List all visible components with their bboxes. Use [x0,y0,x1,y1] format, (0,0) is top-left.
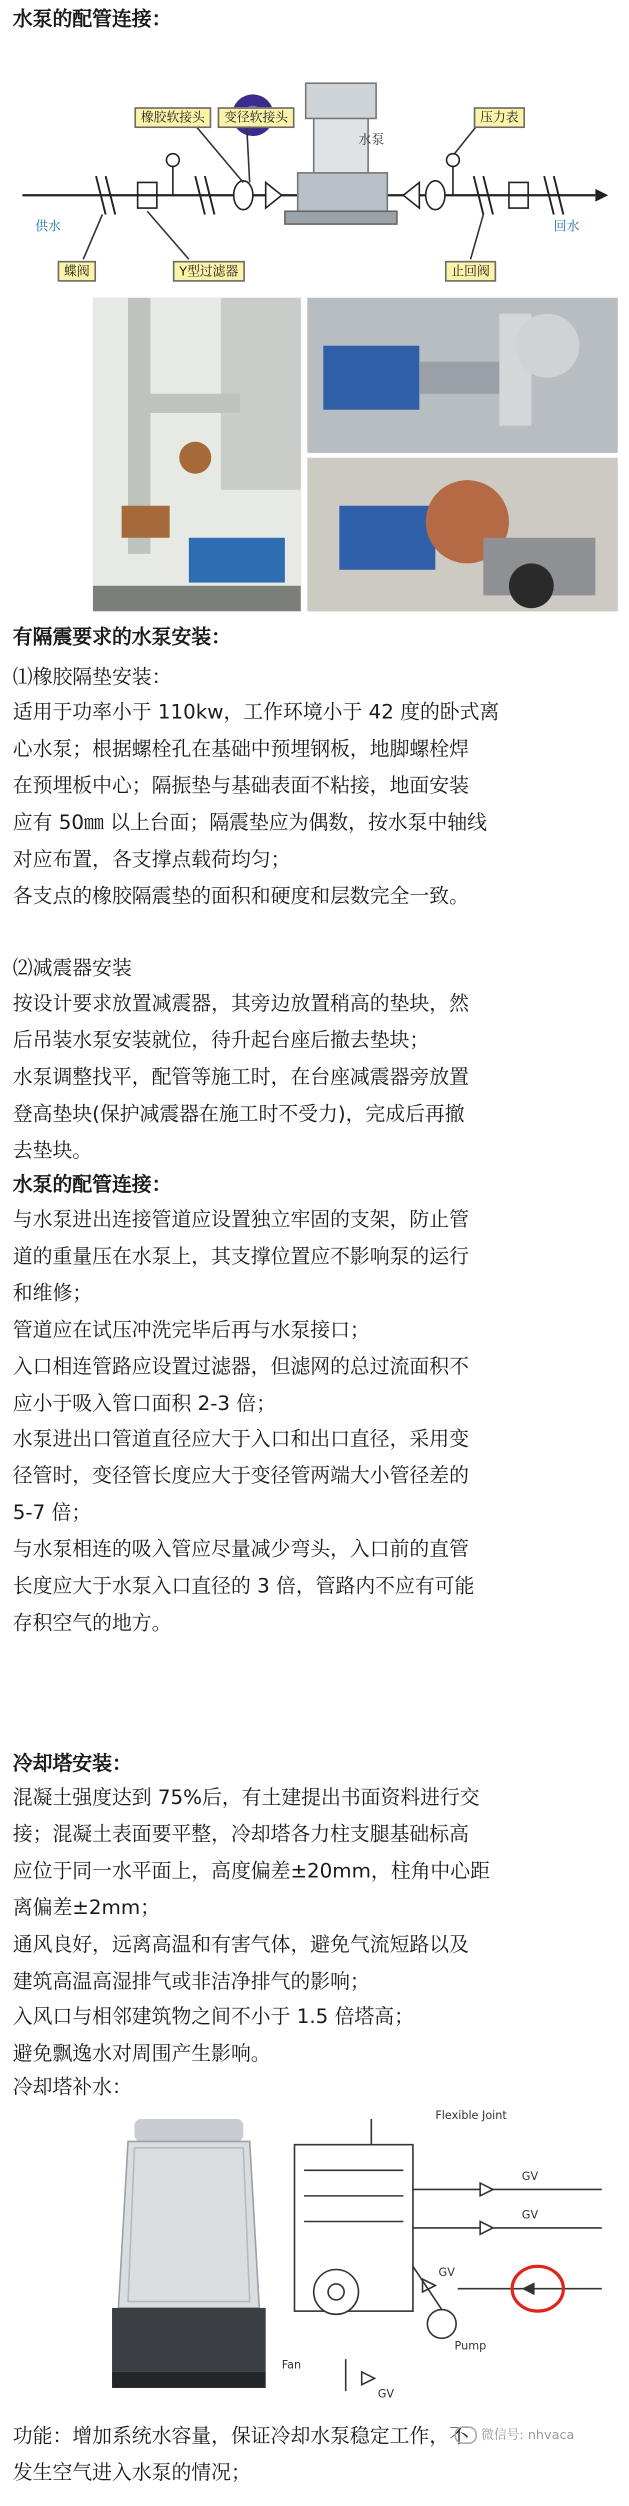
callout-check-valve: 止回阀 [445,261,496,282]
photo-pump-reducer [307,458,617,612]
wechat-icon [455,2426,477,2444]
callout-rubber-joint: 橡胶软接头 [134,107,211,128]
section-title-pump-connection: 水泵的配管连接： [12,1171,172,1196]
text-line: 避免飘逸水对周围产生影响。 [12,2041,271,2066]
item-rubber-pad: ⑴橡胶隔垫安装： [12,664,172,689]
text-line: 混凝土强度达到 75%后，有土建提出书面资料进行交 [12,1784,480,1809]
text-line: 后吊装水泵安装就位，待升起台座后撤去垫块； [12,1027,430,1052]
text-line: 5-7 倍； [12,1500,92,1525]
text-line: 径管时，变径管长度应大于变径管两端大小管径差的 [12,1463,469,1488]
text-line: 各支点的橡胶隔震垫的面积和硬度和层数完全一致。 [12,882,469,907]
text-line: 水泵调整找平，配管等施工时，在台座减震器旁放置 [12,1064,469,1089]
callout-y-filter: Y型过滤器 [173,261,245,282]
paragraph-pump-connection [13,1202,621,1642]
text-line: 应位于同一水平面上，高度偏差±20mm，柱角中心距 [12,1857,490,1882]
text-line: 应小于吸入管口面积 2-3 倍； [12,1390,276,1415]
photo-pump-flex-joint [307,298,617,453]
text-line: 管道应在试压冲洗完毕后再与水泵接口； [12,1316,370,1341]
text-line: 长度应大于水泵入口直径的 3 倍，管路内不应有可能 [12,1573,475,1598]
text-line: 离偏差±2mm； [12,1894,160,1919]
watermark-text: 微信号: nhvaca [481,2427,575,2443]
text-line: 和维修； [12,1280,93,1305]
photo-cooling-tower [99,2116,278,2410]
text-line: 应有 50㎜ 以上台面；隔震垫应为偶数，按水泵中轴线 [12,809,487,834]
text-line: 适用于功率小于 110kw，工作环境小于 42 度的卧式离 [12,699,500,724]
label-pump: Pump [454,2339,487,2353]
item-damper: ⑵减震器安装 [12,955,132,980]
return-label: 回水 [553,219,580,234]
paragraph-rubber-pad [13,695,621,915]
piping-schematic [0,35,629,291]
cooling-tower-schematic [282,2106,625,2410]
section-title-pump-piping: 水泵的配管连接： [12,6,172,31]
text-line: 去垫块。 [12,1137,93,1162]
text-line: 水泵进出口管道直径应大于入口和出口直径，采用变 [12,1426,469,1451]
wechat-watermark [455,2426,575,2444]
text-line: 与水泵进出连接管道应设置独立牢固的支架，防止管 [12,1206,469,1231]
photo-pump-piping-left [93,298,301,612]
text-line: 在预埋板中心；隔振垫与基础表面不粘接，地面安装 [12,772,469,797]
callout-reducer-joint: 变径软接头 [218,107,295,128]
text-line: 存积空气的地方。 [12,1610,172,1635]
text-line: 入口相连管路应设置过滤器，但滤网的总过流面积不 [12,1353,469,1378]
text-line: 建筑高温高湿排气或非洁净排气的影响； [12,1967,370,1992]
subtitle-tower-makeup: 冷却塔补水： [12,2074,132,2099]
label-flexible-joint: Flexible Joint [435,2109,507,2123]
label-gv-3: GV [438,2266,455,2280]
text-line: 通风良好，远离高温和有害气体，避免气流短路以及 [12,1931,469,1956]
label-gv-2: GV [521,2208,539,2222]
text-line: 与水泵相连的吸入管应尽量减少弯头，入口前的直管 [12,1536,469,1561]
text-line: 道的重量压在水泵上，其支撑位置应不影响泵的运行 [12,1243,469,1268]
section-title-cooling-tower: 冷却塔安装： [12,1750,132,1775]
label-gv-1: GV [521,2170,539,2184]
supply-label: 供水 [35,219,61,234]
text-line: 心水泵；根据螺栓孔在基础中预埋钢板，地脚螺栓焊 [12,736,469,761]
text-line: 登高垫块(保护减震器在施工时不受力)，完成后再撤 [12,1100,465,1125]
pump-piping-diagram [0,35,629,291]
label-fan: Fan [281,2359,302,2372]
section-title-vibration-isolation: 有隔震要求的水泵安装： [12,624,231,649]
text-line: 入风口与相邻建筑物之间不小于 1.5 倍塔高； [12,2004,414,2029]
callout-butterfly-valve: 蝶阀 [58,261,96,282]
text-line: 功能：增加系统水容量，保证冷却水泵稳定工作，不 [12,2423,469,2448]
paragraph-damper [13,986,621,1169]
paragraph-cooling-tower [13,1780,621,2073]
pump-label: 水泵 [358,132,385,148]
text-line: 发生空气进入水泵的情况； [12,2459,251,2484]
text-line: 接；混凝土表面要平整，冷却塔各力柱支腿基础标高 [12,1821,469,1846]
label-gv-4: GV [377,2387,395,2401]
callout-pressure-gauge: 压力表 [474,107,525,128]
text-line: 按设计要求放置减震器，其旁边放置稍高的垫块，然 [12,990,469,1015]
text-line: 对应布置，各支撑点载荷均匀； [12,846,291,871]
